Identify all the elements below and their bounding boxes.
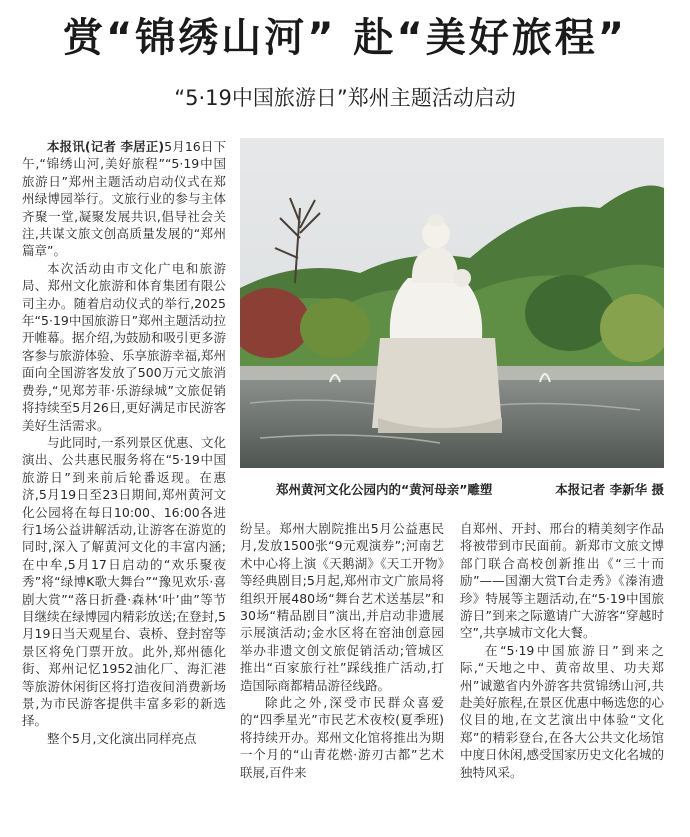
paragraph: 自郑州、开封、邢台的精美刻字作品将被带到市民面前。新郑市文旅文博部门联合高校创新推出《“三十而励”——国潮大赏T台走秀》《溱洧遗珍》特展等主题活动,在“5·19中国旅游日”到来之际邀请广大游客“穿越时空”,共享城市文化大餐。 xyxy=(460,521,664,641)
paragraph: 纷呈。郑州大剧院推出5月公益惠民月,发放1500张“9元观演券”;河南艺术中心将上演《天鹅湖》《天工开物》等经典剧目;5月起,郑州市文广旅局将组织开展480场“舞台艺术送基层”和30场“精品剧目”演出,并启动非遗展示展演活动;金水区将在窑油创意园举办非遗文创文旅促销活动;管城区推出“百家旅行社”踩线推广活动,打造国际商都精品游径线路。 xyxy=(240,521,444,693)
paragraph: 与此同时,一系列景区优惠、文化演出、公共惠民服务将在“5·19中国旅游日”到来前后轮番返现。在惠济,5月19日至23日期间,郑州黄河文化公园将在每日10:00、16:00各进行1场公益讲解活动,让游客在游览的同时,深入了解黄河文化的丰富内涵;在中牟,5月17日启动的“欢乐聚夜秀”将“绿博K歌大舞台”“豫见欢乐·喜剧大赏”“落日折叠·森林‘叶’曲”等节目继续在绿博园内精彩放送;在登封,5月19日当天观星台、袁桥、登封窑等景区将免门票开放。此外,郑州德化街、郑州记忆1952油化厂、海汇港等旅游休闲街区将打造夜间消费新场景,为市民游客提供丰富多彩的新选择。 xyxy=(22,434,226,729)
byline: 本报讯(记者 李居正) xyxy=(47,139,165,154)
subheadline: “5·19中国旅游日”郑州主题活动启动 xyxy=(174,86,516,110)
paragraph: 在“5·19中国旅游日”到来之际,“天地之中、黄帝故里、功夫郑州”诚邀省内外游客共赏锦绣山河,共赴美好旅程,在景区优惠中畅选您的心仪目的地,在文艺演出中体验“文化郑”的精彩登台,在各大公共文化场馆中度日休闲,感受国家历史文化名城的独特风采。 xyxy=(460,642,664,780)
paragraph: 除此之外,深受市民群众喜爱的“四季星光”市民艺术夜校(夏季班)将持续开办。郑州文化馆将推出为期一个月的“山青花燃·游刃古都”艺术联展,百件来 xyxy=(240,695,444,780)
paragraph-text: 5月16日下午,“锦绣山河,美好旅程”“5·19中国旅游日”郑州主题活动启动仪式在郑州绿博园举行。文旅行业的参与主体齐聚一堂,凝聚发展共识,倡导社会关注,共谋文旅文创高质量发展的“郑州篇章”。 xyxy=(22,139,226,259)
photo-yellow-river-mother-sculpture xyxy=(240,138,664,468)
photo-caption-row xyxy=(240,480,664,498)
article-column-1 xyxy=(22,138,226,747)
headline: 赏“锦绣山河” 赴“美好旅程” xyxy=(62,15,628,61)
photo-credit: 本报记者 李新华 摄 xyxy=(555,482,664,497)
paragraph: 整个5月,文化演出同样亮点 xyxy=(47,730,197,746)
photo-caption: 郑州黄河文化公园内的“黄河母亲”雕塑 xyxy=(276,482,493,497)
article-column-3 xyxy=(460,520,664,781)
sculpture-photo xyxy=(240,138,664,468)
paragraph: 本次活动由市文化广电和旅游局、郑州文化旅游和体育集团有限公司主办。随着启动仪式的举行,2025年“5·19中国旅游日”郑州主题活动拉开帷幕。据介绍,为鼓励和吸引更多游客参与旅游体验、乐享旅游幸福,郑州面向全国游客发放了500万元文旅消费券,“见郑芳菲·乐游绿城”文旅促销将持续至5月26日,更好满足市民游客美好生活需求。 xyxy=(22,260,226,433)
article-column-2 xyxy=(240,520,444,781)
paragraph xyxy=(22,138,226,260)
